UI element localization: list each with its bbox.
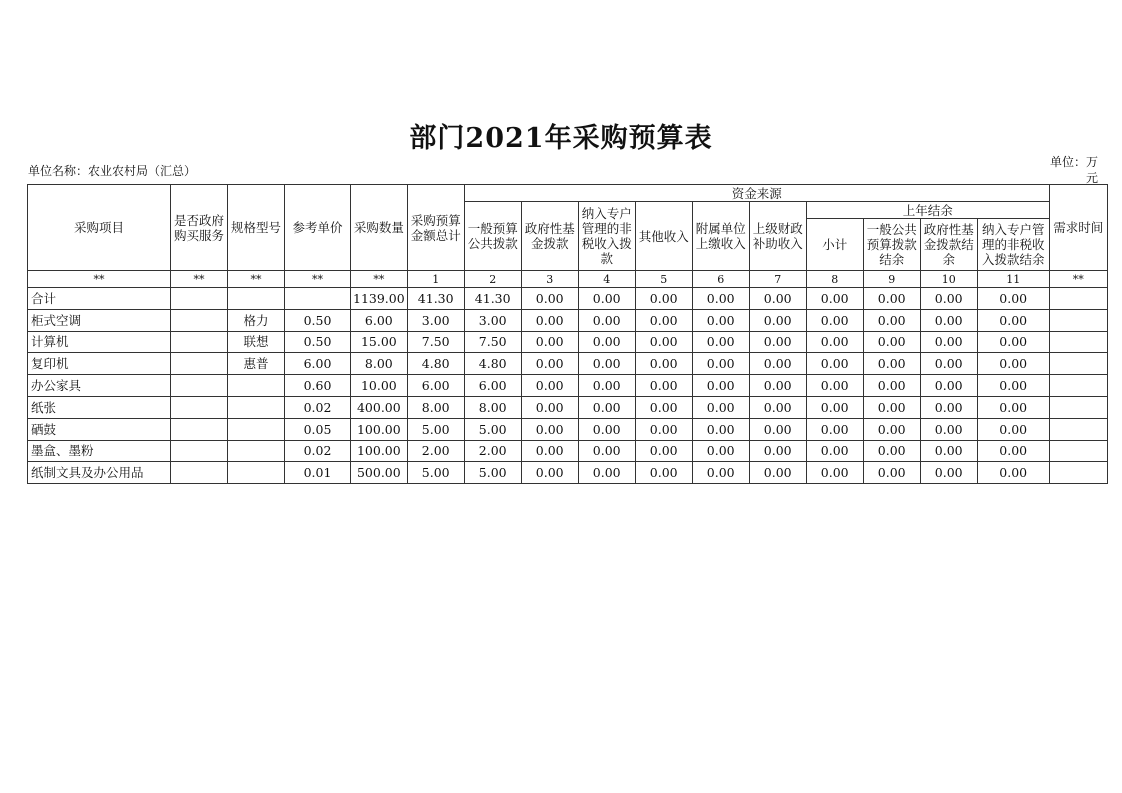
- cell-ly-special: 0.00: [977, 375, 1049, 397]
- cell-special-nontax: 0.00: [578, 440, 635, 462]
- cell-ly-subtotal: 0.00: [806, 288, 863, 310]
- cell-general-public: 3.00: [464, 309, 521, 331]
- cell-quantity: 100.00: [351, 440, 408, 462]
- header-last-year: 上年结余: [806, 202, 1049, 219]
- cell-gov-fund: 0.00: [521, 375, 578, 397]
- cell-gov-fund: 0.00: [521, 440, 578, 462]
- page-title: 部门2021年采购预算表: [409, 123, 713, 154]
- marker-cell: 5: [635, 271, 692, 288]
- marker-cell: **: [171, 271, 228, 288]
- cell-item-name: 纸制文具及办公用品: [28, 462, 171, 484]
- cell-spec: [228, 375, 285, 397]
- cell-budget-total: 3.00: [407, 309, 464, 331]
- cell-superior-subsidy: 0.00: [749, 331, 806, 353]
- cell-ly-general: 0.00: [863, 309, 920, 331]
- cell-ly-general: 0.00: [863, 396, 920, 418]
- cell-ly-gov-fund: 0.00: [920, 309, 977, 331]
- cell-special-nontax: 0.00: [578, 309, 635, 331]
- header-is-gov-service: 是否政府购买服务: [171, 185, 228, 271]
- cell-gov-fund: 0.00: [521, 462, 578, 484]
- cell-ref-price: 6.00: [285, 353, 351, 375]
- cell-budget-total: 6.00: [407, 375, 464, 397]
- header-special-nontax: 纳入专户管理的非税收入拨款: [578, 202, 635, 271]
- marker-cell: **: [351, 271, 408, 288]
- cell-ly-special: 0.00: [977, 418, 1049, 440]
- cell-item-name: 办公家具: [28, 375, 171, 397]
- cell-ly-general: 0.00: [863, 375, 920, 397]
- cell-quantity: 8.00: [351, 353, 408, 375]
- header-affiliated: 附属单位上缴收入: [692, 202, 749, 271]
- cell-superior-subsidy: 0.00: [749, 440, 806, 462]
- cell-superior-subsidy: 0.00: [749, 309, 806, 331]
- cell-gov-service: [171, 462, 228, 484]
- marker-cell: **: [228, 271, 285, 288]
- cell-other-income: 0.00: [635, 288, 692, 310]
- cell-demand-time: [1049, 440, 1107, 462]
- cell-ref-price: 0.60: [285, 375, 351, 397]
- table-row: [28, 331, 1108, 353]
- cell-other-income: 0.00: [635, 331, 692, 353]
- table-row: [28, 440, 1108, 462]
- cell-quantity: 100.00: [351, 418, 408, 440]
- cell-ref-price: [285, 288, 351, 310]
- cell-gov-service: [171, 353, 228, 375]
- cell-budget-total: 4.80: [407, 353, 464, 375]
- unit-label: 单位：万元: [1049, 155, 1098, 185]
- marker-cell: 11: [977, 271, 1049, 288]
- cell-ref-price: 0.50: [285, 309, 351, 331]
- cell-item-name: 柜式空调: [28, 309, 171, 331]
- cell-special-nontax: 0.00: [578, 462, 635, 484]
- cell-item-name: 复印机: [28, 353, 171, 375]
- cell-superior-subsidy: 0.00: [749, 396, 806, 418]
- cell-affiliated: 0.00: [692, 353, 749, 375]
- cell-other-income: 0.00: [635, 353, 692, 375]
- cell-ly-special: 0.00: [977, 462, 1049, 484]
- cell-affiliated: 0.00: [692, 418, 749, 440]
- cell-ly-general: 0.00: [863, 440, 920, 462]
- table-row: [28, 375, 1108, 397]
- cell-quantity: 500.00: [351, 462, 408, 484]
- cell-superior-subsidy: 0.00: [749, 462, 806, 484]
- cell-budget-total: 41.30: [407, 288, 464, 310]
- cell-ly-special: 0.00: [977, 309, 1049, 331]
- cell-ly-gov-fund: 0.00: [920, 375, 977, 397]
- cell-demand-time: [1049, 331, 1107, 353]
- cell-general-public: 2.00: [464, 440, 521, 462]
- cell-general-public: 41.30: [464, 288, 521, 310]
- cell-spec: 联想: [228, 331, 285, 353]
- cell-item-name: 合计: [28, 288, 171, 310]
- cell-ly-gov-fund: 0.00: [920, 440, 977, 462]
- cell-ly-special: 0.00: [977, 288, 1049, 310]
- cell-ly-subtotal: 0.00: [806, 396, 863, 418]
- cell-ly-special: 0.00: [977, 440, 1049, 462]
- cell-ly-gov-fund: 0.00: [920, 353, 977, 375]
- cell-budget-total: 7.50: [407, 331, 464, 353]
- cell-item-name: 硒鼓: [28, 418, 171, 440]
- cell-ly-general: 0.00: [863, 288, 920, 310]
- cell-gov-service: [171, 309, 228, 331]
- cell-other-income: 0.00: [635, 440, 692, 462]
- header-ly-general: 一般公共预算拨款结余: [863, 219, 920, 271]
- marker-cell: 4: [578, 271, 635, 288]
- cell-demand-time: [1049, 353, 1107, 375]
- cell-ly-general: 0.00: [863, 462, 920, 484]
- cell-general-public: 5.00: [464, 418, 521, 440]
- header-quantity: 采购数量: [351, 185, 408, 271]
- cell-ly-gov-fund: 0.00: [920, 288, 977, 310]
- header-ref-price: 参考单价: [285, 185, 351, 271]
- cell-ref-price: 0.50: [285, 331, 351, 353]
- cell-demand-time: [1049, 418, 1107, 440]
- header-ly-gov-fund: 政府性基金拨款结余: [920, 219, 977, 271]
- cell-demand-time: [1049, 309, 1107, 331]
- cell-ref-price: 0.01: [285, 462, 351, 484]
- cell-ly-special: 0.00: [977, 396, 1049, 418]
- cell-item-name: 墨盒、墨粉: [28, 440, 171, 462]
- cell-quantity: 400.00: [351, 396, 408, 418]
- cell-ref-price: 0.02: [285, 440, 351, 462]
- cell-gov-fund: 0.00: [521, 309, 578, 331]
- unit-name: 单位名称：农业农村局（汇总）: [28, 164, 197, 178]
- cell-superior-subsidy: 0.00: [749, 353, 806, 375]
- cell-other-income: 0.00: [635, 396, 692, 418]
- header-item: 采购项目: [28, 185, 171, 271]
- cell-budget-total: 8.00: [407, 396, 464, 418]
- cell-ly-gov-fund: 0.00: [920, 418, 977, 440]
- cell-other-income: 0.00: [635, 462, 692, 484]
- cell-budget-total: 5.00: [407, 462, 464, 484]
- cell-item-name: 纸张: [28, 396, 171, 418]
- cell-gov-fund: 0.00: [521, 288, 578, 310]
- cell-ly-subtotal: 0.00: [806, 331, 863, 353]
- cell-special-nontax: 0.00: [578, 396, 635, 418]
- marker-cell: 6: [692, 271, 749, 288]
- cell-affiliated: 0.00: [692, 331, 749, 353]
- cell-ly-subtotal: 0.00: [806, 440, 863, 462]
- procurement-budget-table: [27, 184, 1108, 484]
- cell-ref-price: 0.02: [285, 396, 351, 418]
- cell-special-nontax: 0.00: [578, 418, 635, 440]
- marker-cell: 2: [464, 271, 521, 288]
- cell-affiliated: 0.00: [692, 309, 749, 331]
- marker-cell: 8: [806, 271, 863, 288]
- cell-affiliated: 0.00: [692, 462, 749, 484]
- cell-ly-general: 0.00: [863, 353, 920, 375]
- cell-quantity: 15.00: [351, 331, 408, 353]
- cell-affiliated: 0.00: [692, 288, 749, 310]
- cell-special-nontax: 0.00: [578, 331, 635, 353]
- cell-demand-time: [1049, 462, 1107, 484]
- header-general-public: 一般预算公共拨款: [464, 202, 521, 271]
- marker-cell: **: [1049, 271, 1107, 288]
- cell-spec: 惠普: [228, 353, 285, 375]
- table-row: [28, 418, 1108, 440]
- header-other-income: 其他收入: [635, 202, 692, 271]
- cell-gov-service: [171, 375, 228, 397]
- cell-ly-gov-fund: 0.00: [920, 396, 977, 418]
- cell-ly-subtotal: 0.00: [806, 462, 863, 484]
- cell-general-public: 6.00: [464, 375, 521, 397]
- marker-cell: **: [285, 271, 351, 288]
- cell-gov-service: [171, 288, 228, 310]
- marker-cell: 9: [863, 271, 920, 288]
- cell-spec: [228, 418, 285, 440]
- table-row: [28, 309, 1108, 331]
- cell-ly-special: 0.00: [977, 353, 1049, 375]
- cell-ly-general: 0.00: [863, 418, 920, 440]
- cell-ly-general: 0.00: [863, 331, 920, 353]
- header-budget-total: 采购预算金额总计: [407, 185, 464, 271]
- cell-budget-total: 2.00: [407, 440, 464, 462]
- cell-special-nontax: 0.00: [578, 288, 635, 310]
- cell-special-nontax: 0.00: [578, 353, 635, 375]
- cell-general-public: 7.50: [464, 331, 521, 353]
- cell-other-income: 0.00: [635, 418, 692, 440]
- cell-ly-subtotal: 0.00: [806, 309, 863, 331]
- cell-quantity: 10.00: [351, 375, 408, 397]
- table-row: [28, 396, 1108, 418]
- cell-gov-service: [171, 440, 228, 462]
- cell-ly-subtotal: 0.00: [806, 353, 863, 375]
- cell-special-nontax: 0.00: [578, 375, 635, 397]
- cell-superior-subsidy: 0.00: [749, 288, 806, 310]
- cell-ly-subtotal: 0.00: [806, 418, 863, 440]
- cell-ly-special: 0.00: [977, 331, 1049, 353]
- header-ly-special: 纳入专户管理的非税收入拨款结余: [977, 219, 1049, 271]
- cell-quantity: 1139.00: [351, 288, 408, 310]
- cell-affiliated: 0.00: [692, 440, 749, 462]
- cell-gov-service: [171, 396, 228, 418]
- cell-ly-gov-fund: 0.00: [920, 331, 977, 353]
- cell-general-public: 8.00: [464, 396, 521, 418]
- table-row: [28, 353, 1108, 375]
- header-gov-fund: 政府性基金拨款: [521, 202, 578, 271]
- header-demand-time: 需求时间: [1049, 185, 1107, 271]
- cell-demand-time: [1049, 396, 1107, 418]
- header-fund-source: 资金来源: [464, 185, 1049, 202]
- header-subtotal: 小计: [806, 219, 863, 271]
- table-row: [28, 462, 1108, 484]
- marker-cell: 10: [920, 271, 977, 288]
- marker-cell: 1: [407, 271, 464, 288]
- header-spec: 规格型号: [228, 185, 285, 271]
- marker-cell: 3: [521, 271, 578, 288]
- cell-ref-price: 0.05: [285, 418, 351, 440]
- cell-gov-fund: 0.00: [521, 331, 578, 353]
- cell-superior-subsidy: 0.00: [749, 418, 806, 440]
- cell-gov-fund: 0.00: [521, 418, 578, 440]
- marker-cell: 7: [749, 271, 806, 288]
- cell-gov-service: [171, 418, 228, 440]
- cell-spec: 格力: [228, 309, 285, 331]
- cell-superior-subsidy: 0.00: [749, 375, 806, 397]
- cell-spec: [228, 396, 285, 418]
- cell-gov-fund: 0.00: [521, 353, 578, 375]
- cell-gov-fund: 0.00: [521, 396, 578, 418]
- cell-other-income: 0.00: [635, 375, 692, 397]
- cell-spec: [228, 440, 285, 462]
- cell-demand-time: [1049, 375, 1107, 397]
- cell-demand-time: [1049, 288, 1107, 310]
- cell-budget-total: 5.00: [407, 418, 464, 440]
- cell-general-public: 4.80: [464, 353, 521, 375]
- cell-spec: [228, 462, 285, 484]
- cell-spec: [228, 288, 285, 310]
- marker-row: [28, 271, 1108, 288]
- cell-ly-subtotal: 0.00: [806, 375, 863, 397]
- cell-affiliated: 0.00: [692, 375, 749, 397]
- marker-cell: **: [28, 271, 171, 288]
- cell-item-name: 计算机: [28, 331, 171, 353]
- cell-gov-service: [171, 331, 228, 353]
- total-row: [28, 288, 1108, 310]
- cell-quantity: 6.00: [351, 309, 408, 331]
- cell-general-public: 5.00: [464, 462, 521, 484]
- cell-ly-gov-fund: 0.00: [920, 462, 977, 484]
- cell-other-income: 0.00: [635, 309, 692, 331]
- cell-affiliated: 0.00: [692, 396, 749, 418]
- header-superior-subsidy: 上级财政补助收入: [749, 202, 806, 271]
